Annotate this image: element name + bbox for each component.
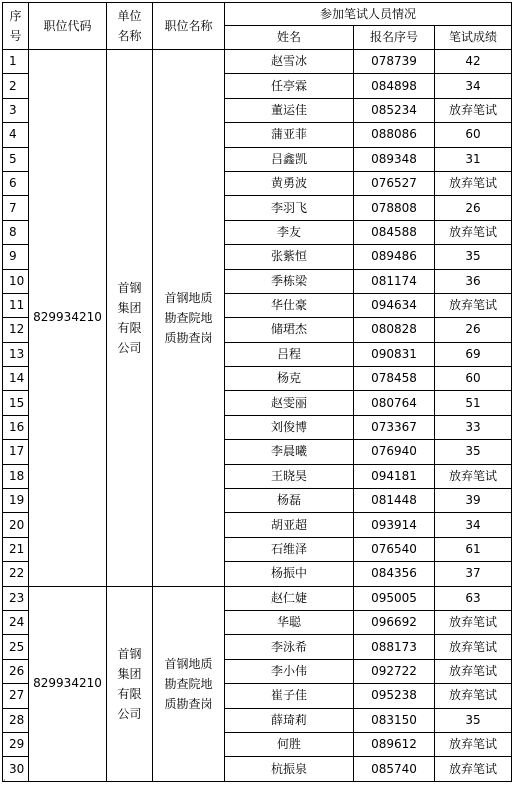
exam-score-cell: 69: [435, 342, 512, 366]
candidate-name-cell: 赵仁婕: [225, 586, 354, 610]
exam-score-cell: 放弃笔试: [435, 171, 512, 195]
exam-score-cell: 51: [435, 391, 512, 415]
registration-number-cell: 088086: [354, 123, 435, 147]
seq-header: [3, 3, 29, 50]
unit-name-line: 集团: [117, 300, 142, 315]
exam-score-cell: 放弃笔试: [435, 684, 512, 708]
candidate-name-cell: 华聪: [225, 610, 354, 634]
seq-cell: 9: [3, 245, 29, 269]
exam-score-cell: 放弃笔试: [435, 635, 512, 659]
seq-cell: 2: [3, 74, 29, 98]
registration-number-cell: 076940: [354, 440, 435, 464]
candidate-name-cell: 华仕豪: [225, 293, 354, 317]
exam-score-cell: 放弃笔试: [435, 220, 512, 244]
registration-number-cell: 081174: [354, 269, 435, 293]
candidate-name-cell: 李晨曦: [225, 440, 354, 464]
seq-cell: 15: [3, 391, 29, 415]
score-header: 笔试成绩: [435, 26, 512, 50]
seq-cell: 5: [3, 147, 29, 171]
registration-number-cell: 073367: [354, 415, 435, 439]
candidate-name-cell: 何胜: [225, 732, 354, 756]
seq-cell: 12: [3, 318, 29, 342]
candidate-name-cell: 胡亚超: [225, 513, 354, 537]
candidate-name-cell: 董运佳: [225, 98, 354, 122]
exam-score-cell: 放弃笔试: [435, 610, 512, 634]
page-corner-mark: ·: [3, 776, 6, 785]
registration-number-cell: 078739: [354, 50, 435, 74]
registration-number-cell: 084356: [354, 562, 435, 586]
position-name-line: 勘查院地: [164, 310, 213, 325]
registration-number-cell: 076540: [354, 537, 435, 561]
table-header: [3, 3, 512, 50]
position-name-cell: [153, 50, 225, 587]
exam-score-cell: 42: [435, 50, 512, 74]
registration-number-cell: 092722: [354, 659, 435, 683]
registration-number-cell: 078458: [354, 367, 435, 391]
seq-cell: 28: [3, 708, 29, 732]
unit-name-line: 集团: [117, 666, 142, 681]
seq-header-line: 序: [9, 9, 22, 23]
registration-number-cell: 095005: [354, 586, 435, 610]
seq-cell: 30: [3, 757, 29, 781]
unit-name-line: 有限: [117, 686, 142, 701]
candidate-name-cell: 李羽飞: [225, 196, 354, 220]
seq-cell: 4: [3, 123, 29, 147]
registration-number-cell: 085740: [354, 757, 435, 781]
candidate-name-cell: 赵雪冰: [225, 50, 354, 74]
unit-name-line: 首钢: [117, 646, 142, 661]
candidate-name-cell: 赵雯丽: [225, 391, 354, 415]
exam-score-cell: 26: [435, 196, 512, 220]
unit-name-line: 首钢: [117, 280, 142, 295]
position-name-line: 勘查院地: [164, 676, 213, 691]
seq-cell: 16: [3, 415, 29, 439]
seq-cell: 13: [3, 342, 29, 366]
candidate-name-cell: 李友: [225, 220, 354, 244]
seq-cell: 24: [3, 610, 29, 634]
exam-score-cell: 39: [435, 489, 512, 513]
exam-score-cell: 放弃笔试: [435, 464, 512, 488]
seq-header-line: 号: [9, 29, 22, 43]
position-code-cell: 829934210: [29, 586, 107, 781]
registration-number-cell: 083150: [354, 708, 435, 732]
registration-number-cell: 089486: [354, 245, 435, 269]
candidate-name-cell: 季栋梁: [225, 269, 354, 293]
unit-header-line: 单位: [117, 9, 142, 23]
unit-name-line: 有限: [117, 320, 142, 335]
registration-number-cell: 084588: [354, 220, 435, 244]
candidate-name-cell: 黄勇波: [225, 171, 354, 195]
exam-score-cell: 放弃笔试: [435, 732, 512, 756]
unit-header: [107, 3, 153, 50]
registration-number-cell: 090831: [354, 342, 435, 366]
registration-number-cell: 084898: [354, 74, 435, 98]
exam-score-cell: 35: [435, 708, 512, 732]
exam-score-cell: 34: [435, 513, 512, 537]
exam-score-cell: 31: [435, 147, 512, 171]
table-row: [3, 50, 512, 74]
name-header: 姓名: [225, 26, 354, 50]
exam-score-cell: 26: [435, 318, 512, 342]
exam-score-cell: 放弃笔试: [435, 757, 512, 781]
registration-number-cell: 094634: [354, 293, 435, 317]
registration-number-cell: 095238: [354, 684, 435, 708]
exam-score-cell: 60: [435, 123, 512, 147]
position-name-cell: [153, 586, 225, 781]
unit-name-line: 公司: [117, 706, 142, 721]
seq-cell: 3: [3, 98, 29, 122]
seq-cell: 1: [3, 50, 29, 74]
candidate-name-cell: 刘俊博: [225, 415, 354, 439]
candidate-name-cell: 吕鑫凯: [225, 147, 354, 171]
seq-cell: 8: [3, 220, 29, 244]
candidate-name-cell: 吕程: [225, 342, 354, 366]
candidate-name-cell: 李泳希: [225, 635, 354, 659]
registration-number-cell: 088173: [354, 635, 435, 659]
exam-score-cell: 61: [435, 537, 512, 561]
seq-cell: 17: [3, 440, 29, 464]
participants-group-header: 参加笔试人员情况: [225, 3, 512, 26]
unit-name-cell: [107, 50, 153, 587]
seq-cell: 7: [3, 196, 29, 220]
seq-cell: 11: [3, 293, 29, 317]
seq-cell: 6: [3, 171, 29, 195]
registration-number-cell: 094181: [354, 464, 435, 488]
exam-score-cell: 60: [435, 367, 512, 391]
candidate-name-cell: 王晓昊: [225, 464, 354, 488]
table-row: [3, 586, 512, 610]
unit-name-line: 公司: [117, 340, 142, 355]
seq-cell: 26: [3, 659, 29, 683]
candidate-name-cell: 张紫恒: [225, 245, 354, 269]
exam-score-cell: 35: [435, 245, 512, 269]
position-name-line: 首钢地质: [164, 656, 213, 671]
candidate-name-cell: 任亭霖: [225, 74, 354, 98]
candidate-name-cell: 杨磊: [225, 489, 354, 513]
position-name-line: 质勘查岗: [164, 696, 213, 711]
registration-number-cell: 080828: [354, 318, 435, 342]
exam-score-cell: 37: [435, 562, 512, 586]
exam-score-cell: 34: [435, 74, 512, 98]
exam-score-cell: 放弃笔试: [435, 293, 512, 317]
exam-score-cell: 33: [435, 415, 512, 439]
seq-cell: 20: [3, 513, 29, 537]
seq-cell: 14: [3, 367, 29, 391]
position-name-line: 质勘查岗: [164, 330, 213, 345]
position-header: 职位名称: [153, 3, 225, 50]
candidate-name-cell: 石维泽: [225, 537, 354, 561]
registration-number-cell: 076527: [354, 171, 435, 195]
position-code-cell: 829934210: [29, 50, 107, 587]
seq-cell: 29: [3, 732, 29, 756]
seq-cell: 25: [3, 635, 29, 659]
candidate-name-cell: 杭振泉: [225, 757, 354, 781]
candidate-name-cell: 李小伟: [225, 659, 354, 683]
candidate-name-cell: 蒲亚菲: [225, 123, 354, 147]
candidate-name-cell: 薛琦莉: [225, 708, 354, 732]
registration-number-cell: 078808: [354, 196, 435, 220]
seq-cell: 21: [3, 537, 29, 561]
table-body: [3, 50, 512, 785]
code-header: 职位代码: [29, 3, 107, 50]
seq-cell: 22: [3, 562, 29, 586]
exam-results-table: [2, 2, 512, 785]
registration-number-cell: 080764: [354, 391, 435, 415]
registration-number-cell: 089348: [354, 147, 435, 171]
candidate-name-cell: 杨振中: [225, 562, 354, 586]
candidate-name-cell: 储珺杰: [225, 318, 354, 342]
seq-cell: 18: [3, 464, 29, 488]
exam-score-cell: 放弃笔试: [435, 659, 512, 683]
unit-name-cell: [107, 586, 153, 781]
registration-number-cell: 089612: [354, 732, 435, 756]
exam-score-cell: 放弃笔试: [435, 98, 512, 122]
exam-score-cell: 63: [435, 586, 512, 610]
position-name-line: 首钢地质: [164, 290, 213, 305]
seq-cell: 27: [3, 684, 29, 708]
registration-number-cell: 096692: [354, 610, 435, 634]
exam-score-cell: 36: [435, 269, 512, 293]
exam-score-cell: 35: [435, 440, 512, 464]
seq-cell: 10: [3, 269, 29, 293]
candidate-name-cell: 崔子佳: [225, 684, 354, 708]
seq-cell: 23: [3, 586, 29, 610]
regno-header: 报名序号: [354, 26, 435, 50]
registration-number-cell: 093914: [354, 513, 435, 537]
unit-header-line: 名称: [117, 29, 142, 43]
candidate-name-cell: 杨克: [225, 367, 354, 391]
registration-number-cell: 085234: [354, 98, 435, 122]
seq-cell: 19: [3, 489, 29, 513]
registration-number-cell: 081448: [354, 489, 435, 513]
